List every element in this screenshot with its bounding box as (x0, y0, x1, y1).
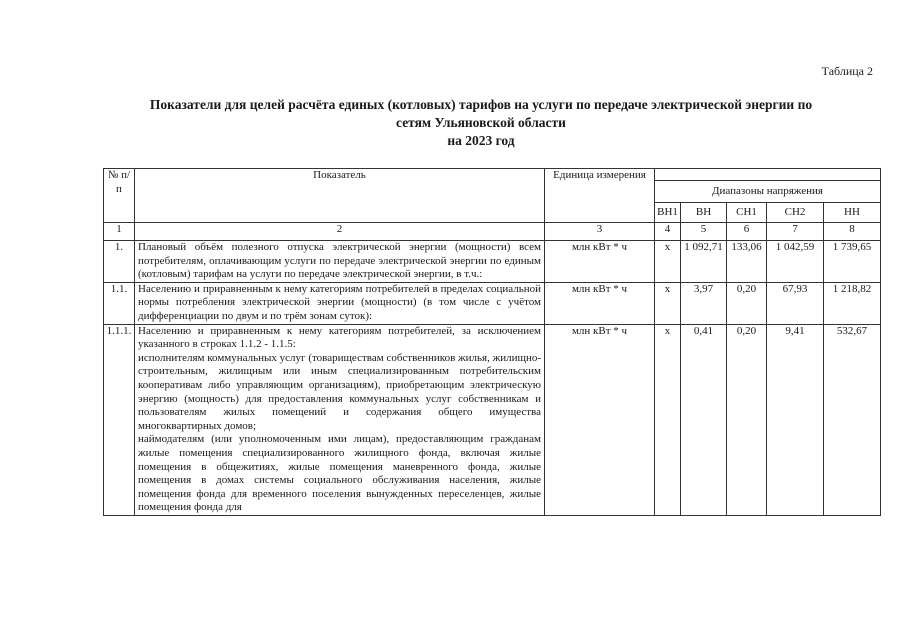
row-value-nn: 1 218,82 (824, 282, 881, 324)
header-indicator: Показатель (135, 169, 545, 223)
row-value-sn1: 0,20 (727, 282, 767, 324)
header-ranges-title: Диапазоны напряжения (655, 181, 881, 203)
col-number-6: 6 (727, 223, 767, 241)
col-number-7: 7 (767, 223, 824, 241)
row-unit: млн кВт * ч (545, 324, 655, 515)
row-value-vn: 0,41 (681, 324, 727, 515)
row-value-sn2: 1 042,59 (767, 241, 824, 283)
header-range-sn2: СН2 (767, 203, 824, 223)
document-title (100, 96, 862, 150)
row-indicator-text: Плановый объём полезного отпуска электрической энергии (мощности) всем потребителям, оплачивающим услуги по передаче электрической энергии по единым (котловым) тарифам на услуги по передаче электрической энергии, в т.ч.: (135, 241, 545, 283)
header-range-sn1: СН1 (727, 203, 767, 223)
row-value-vn1: х (655, 282, 681, 324)
row-indicator-text: Населению и приравненным к нему категориям потребителей в пределах социальной нормы потребления электрической энергии (мощности) (в том числе с учётом дифференциации по двум и по трём зонам суток): (135, 282, 545, 324)
col-number-3: 3 (545, 223, 655, 241)
row-value-vn: 1 092,71 (681, 241, 727, 283)
row-value-vn1: х (655, 324, 681, 515)
header-range-nn: НН (824, 203, 881, 223)
row-text-part-2: исполнителям коммунальных услуг (товариществам собственников жилья, жилищно-строительным, жилищным или иным специализированным потребительским кооперативам либо управляющим организациям), приобретающим электрическую энергию (мощность) для предоставления коммунальных услуг собственникам и пользователям жилых помещений и содержания общего имущества многоквартирных домов; (138, 351, 541, 432)
row-value-sn1: 0,20 (727, 324, 767, 515)
row-value-vn: 3,97 (681, 282, 727, 324)
header-unit: Единица измерения (545, 169, 655, 223)
header-range-vn1: ВН1 (655, 203, 681, 223)
row-unit: млн кВт * ч (545, 241, 655, 283)
table-row (104, 324, 881, 515)
row-text-part-1: Населению и приравненным к нему категориям потребителей, за исключением указанного в строках 1.1.2 - 1.1.5: (138, 324, 541, 351)
title-line-1: Показатели для целей расчёта единых (котловых) тарифов на услуги по передаче электрической энергии по (149, 97, 813, 112)
title-line-3: на 2023 год (447, 133, 515, 148)
table-row (104, 241, 881, 283)
table-row (104, 282, 881, 324)
row-indicator-text (135, 324, 545, 515)
header-num: № п/п (104, 169, 135, 223)
row-value-sn2: 67,93 (767, 282, 824, 324)
header-ranges-top (655, 169, 881, 181)
header-range-vn: ВН (681, 203, 727, 223)
col-number-1: 1 (104, 223, 135, 241)
row-value-sn2: 9,41 (767, 324, 824, 515)
title-line-2: сетям Ульяновской области (396, 115, 566, 130)
row-value-sn1: 133,06 (727, 241, 767, 283)
indicators-table (103, 168, 881, 516)
row-num: 1.1.1. (104, 324, 135, 515)
row-num: 1.1. (104, 282, 135, 324)
row-unit: млн кВт * ч (545, 282, 655, 324)
col-number-2: 2 (135, 223, 545, 241)
row-num: 1. (104, 241, 135, 283)
col-number-4: 4 (655, 223, 681, 241)
row-value-vn1: х (655, 241, 681, 283)
table-number: Таблица 2 (821, 64, 873, 78)
row-value-nn: 532,67 (824, 324, 881, 515)
row-value-nn: 1 739,65 (824, 241, 881, 283)
col-number-5: 5 (681, 223, 727, 241)
col-number-8: 8 (824, 223, 881, 241)
row-text-part-3: наймодателям (или уполномоченным ими лицам), предоставляющим гражданам жилые помещения специализированного жилищного фонда, включая жилые помещения в общежитиях, жилые помещения маневренного фонда, жилые помещения в домах системы социального обслуживания населения, жилые помещения фонда для временного поселения вынужденных переселенцев, жилые помещения фонда для (138, 433, 541, 514)
